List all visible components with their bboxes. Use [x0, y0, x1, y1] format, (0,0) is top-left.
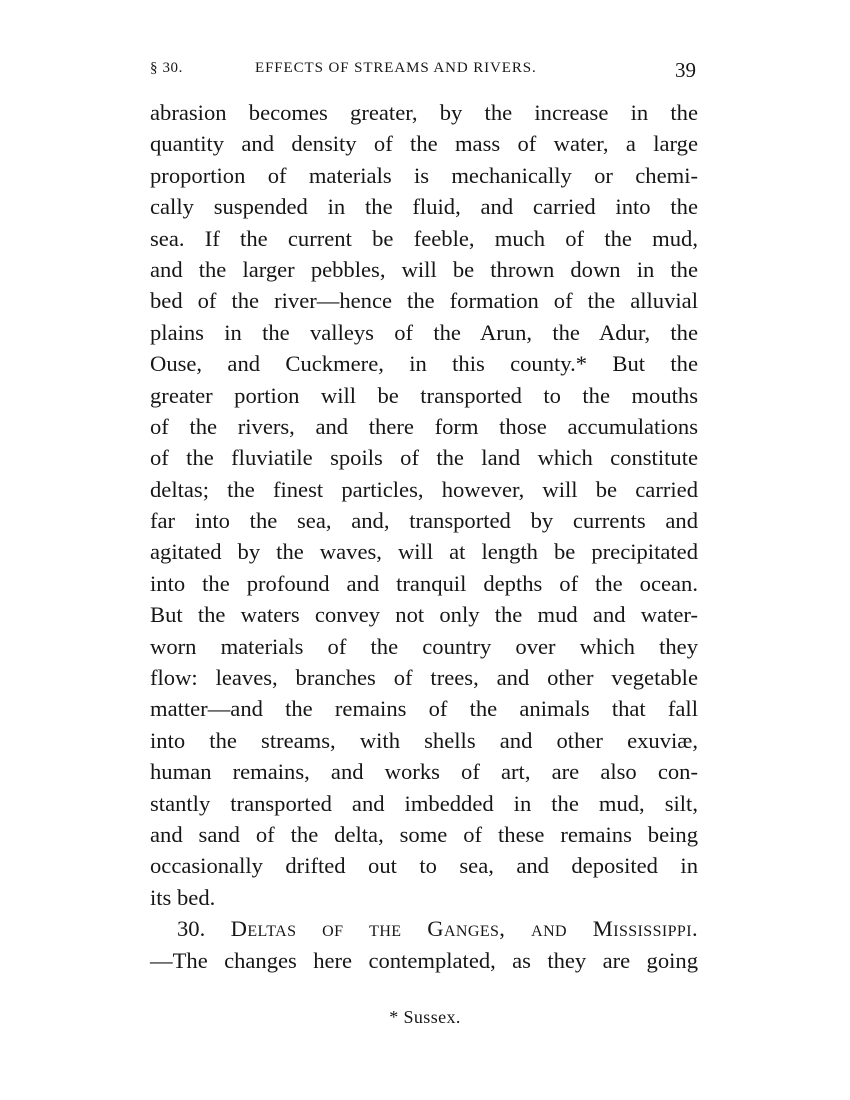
text-line: worn materials of the country over which they: [150, 633, 698, 659]
text-line: into the profound and tranquil depths of the ocean.: [150, 570, 698, 596]
text-line: quantity and density of the mass of water, a large: [150, 131, 698, 157]
text-line: occasionally drifted out to sea, and deposited in: [150, 853, 698, 879]
text-line: of the rivers, and there form those accumulations: [150, 413, 698, 439]
text-line: flow: leaves, branches of trees, and other vegetable: [150, 665, 698, 691]
text-line: sea. If the current be feeble, much of the mud,: [150, 225, 698, 251]
body-text: [150, 97, 698, 976]
text-line: and sand of the delta, some of these remains being: [150, 821, 698, 847]
text-line: Ouse, and Cuckmere, in this county.* But the: [150, 351, 698, 377]
text-line: far into the sea, and, transported by currents and: [150, 508, 698, 534]
section-heading: [150, 913, 698, 944]
text-line: proportion of materials is mechanically or chemi-: [150, 162, 698, 188]
text-line: deltas; the finest particles, however, will be carried: [150, 476, 698, 502]
footnote: * Sussex.: [389, 1007, 461, 1027]
text-line: agitated by the waves, will at length be precipitated: [150, 539, 698, 565]
text-line: human remains, and works of art, are also con-: [150, 759, 698, 785]
section-number: 30.: [177, 916, 206, 942]
running-head-section: § 30.: [150, 60, 183, 76]
text-line: abrasion becomes greater, by the increase in the: [150, 100, 698, 125]
text-line: its bed.: [150, 884, 216, 910]
text-line: But the waters convey not only the mud and water-: [150, 602, 698, 628]
section-title: Deltas of the Ganges, and Mississippi.: [230, 916, 698, 942]
text-line: plains in the valleys of the Arun, the Adur, the: [150, 319, 698, 345]
running-head-title: EFFECTS OF STREAMS AND RIVERS.: [255, 60, 537, 76]
text-line: matter—and the remains of the animals that fall: [150, 696, 698, 722]
text-line: stantly transported and imbedded in the mud, silt,: [150, 790, 698, 816]
text-line: into the streams, with shells and other exuviæ,: [150, 727, 698, 753]
text-line: of the fluviatile spoils of the land which constitute: [150, 445, 698, 471]
running-head: [150, 58, 696, 86]
text-line: greater portion will be transported to the mouths: [150, 382, 698, 408]
text-line: —The changes here contemplated, as they are going: [150, 947, 698, 973]
page-number: 39: [675, 58, 696, 82]
text-line: cally suspended in the fluid, and carried into the: [150, 194, 698, 220]
text-line: bed of the river—hence the formation of the alluvial: [150, 288, 698, 314]
text-line: and the larger pebbles, will be thrown down in the: [150, 256, 698, 282]
